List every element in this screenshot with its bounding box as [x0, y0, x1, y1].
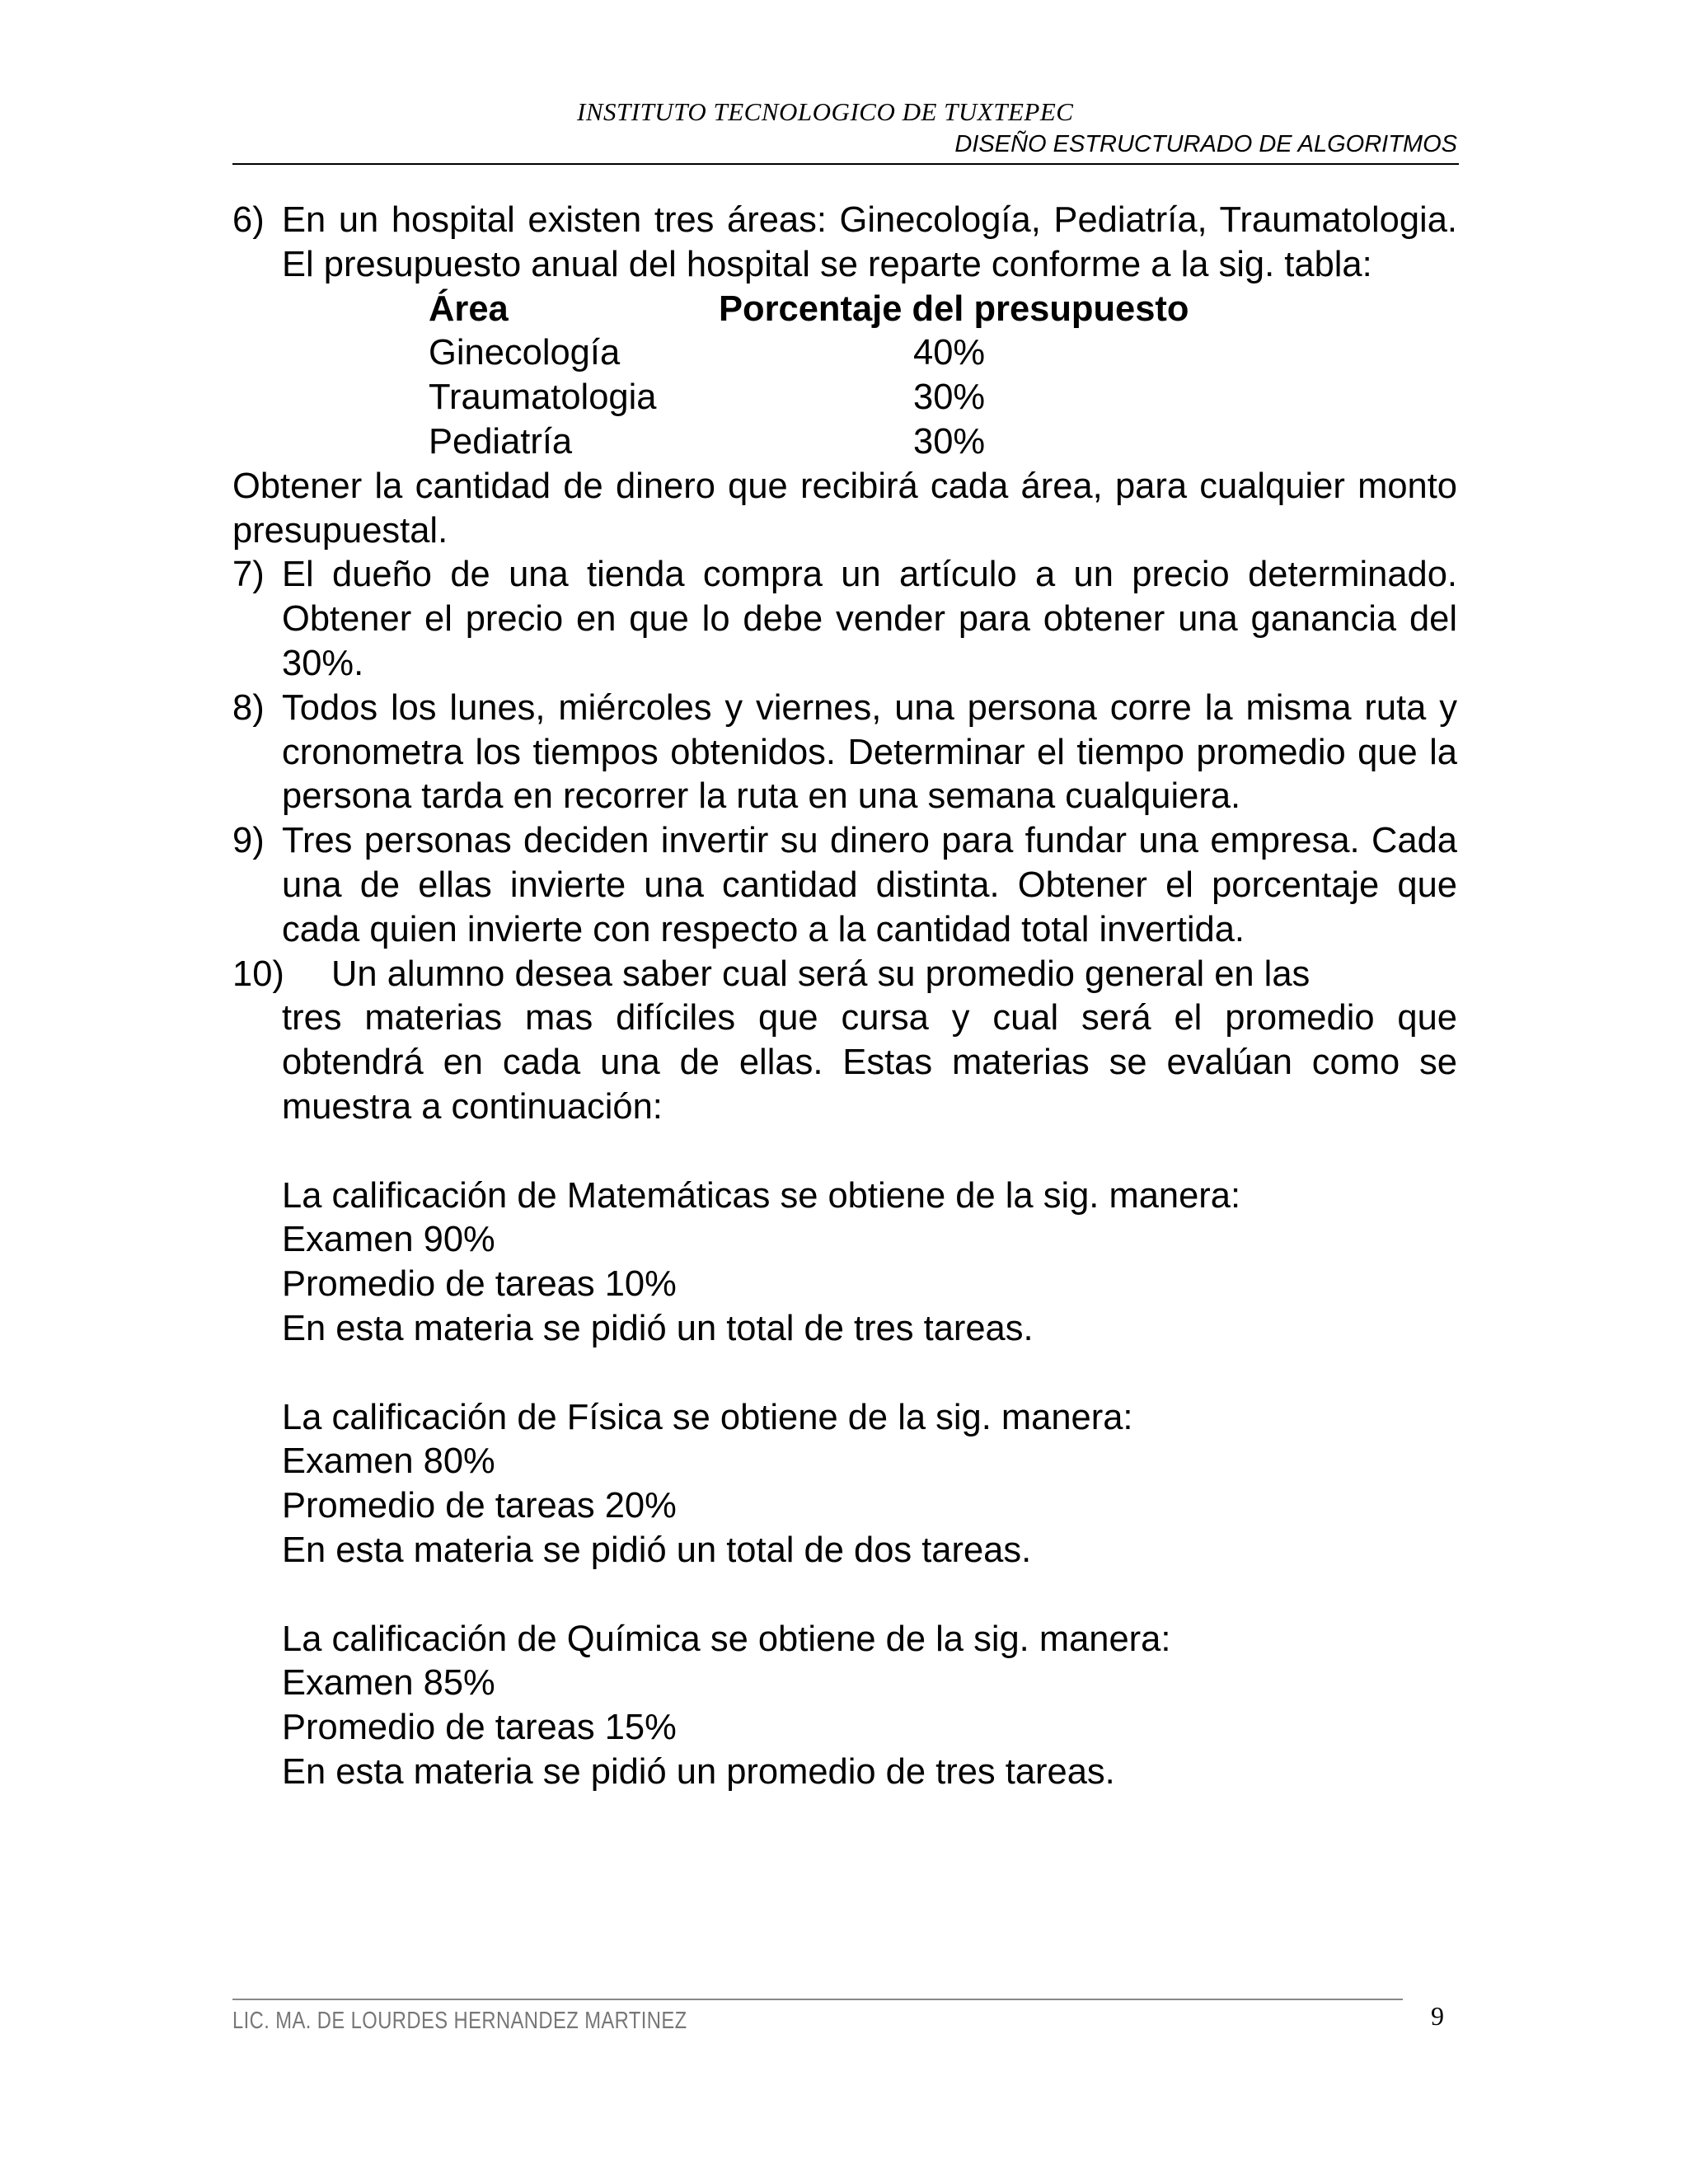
problem-text: Tres personas deciden invertir su dinero para fundar una empresa. Cada una de ellas invierte una cantidad distinta. Obtener el porcentaje que cada quien invierte con respecto a la cantidad total invertida.: [282, 821, 1457, 949]
problem-number: 10): [232, 954, 284, 994]
footer-author: LIC. MA. DE LOURDES HERNANDEZ MARTINEZ: [232, 2008, 687, 2034]
subject-note: En esta materia se pidió un total de tres tareas.: [282, 1308, 1034, 1348]
table-cell-percent: 30%: [913, 421, 986, 462]
problem-6-instruction: Obtener la cantidad de dinero que recibirá cada área, para cualquier monto presupuestal.: [232, 466, 1457, 551]
subject-title: La calificación de Química se obtiene de la sig. manera:: [282, 1619, 1171, 1659]
problem-8: [232, 687, 1457, 819]
subject-title: La calificación de Física se obtiene de la sig. manera:: [282, 1397, 1133, 1437]
table-cell-percent: 40%: [913, 333, 986, 373]
page-content: [232, 199, 1457, 1795]
subject-note: En esta materia se pidió un total de dos tareas.: [282, 1530, 1032, 1570]
table-cell-area: Pediatría: [429, 421, 573, 462]
problem-10: [232, 953, 1457, 1795]
subject-block-matematicas: [232, 1174, 1457, 1352]
table-cell-percent: 30%: [913, 377, 986, 418]
header-divider: [232, 163, 1459, 165]
table-row: [232, 420, 1457, 465]
problem-number: 6): [232, 200, 265, 240]
header-course: DISEÑO ESTRUCTURADO DE ALGORITMOS: [954, 131, 1457, 157]
table-header-percent: Porcentaje del presupuesto: [719, 288, 1189, 329]
subject-exam: Examen 90%: [282, 1220, 495, 1260]
problem-number: 8): [232, 687, 265, 728]
problem-9: [232, 819, 1457, 952]
problem-text-first-line: Un alumno desea saber cual será su promedio general en las: [331, 954, 1311, 994]
problem-number: 9): [232, 821, 265, 861]
table-row: [232, 331, 1457, 376]
problem-text: El dueño de una tienda compra un artículo a un precio determinado. Obtener el precio en que lo debe vender para obtener una ganancia del 30%.: [282, 555, 1457, 683]
budget-table: [232, 288, 1457, 465]
page-number: 9: [1431, 2001, 1444, 2031]
table-cell-area: Traumatologia: [429, 377, 657, 418]
table-header-row: [232, 288, 1457, 332]
problem-number: 7): [232, 555, 265, 595]
subject-block-quimica: [232, 1618, 1457, 1795]
table-header-area: Área: [429, 288, 509, 329]
problem-text: En un hospital existen tres áreas: Ginecología, Pediatría, Traumatologia. El presupuesto anual del hospital se reparte conforme a la sig. tabla:: [282, 200, 1457, 284]
subject-homework: Promedio de tareas 20%: [282, 1486, 677, 1526]
subject-homework: Promedio de tareas 10%: [282, 1264, 677, 1305]
problem-text: tres materias mas difíciles que cursa y cual será el promedio que obtendrá en cada una de ellas. Estas materias se evalúan como se muestra a continuación:: [282, 998, 1457, 1127]
subject-title: La calificación de Matemáticas se obtiene de la sig. manera:: [282, 1175, 1241, 1216]
table-row: [232, 376, 1457, 420]
problem-6: [232, 199, 1457, 288]
subject-block-fisica: [232, 1396, 1457, 1573]
problem-text: Todos los lunes, miércoles y viernes, una persona corre la misma ruta y cronometra los tiempos obtenidos. Determinar el tiempo promedio que la persona tarda en recorrer la ruta en una semana cualquiera.: [282, 687, 1457, 817]
subject-homework: Promedio de tareas 15%: [282, 1708, 677, 1748]
header-institution: INSTITUTO TECNOLOGICO DE TUXTEPEC: [577, 97, 1074, 126]
footer-divider: [232, 1999, 1403, 2000]
table-cell-area: Ginecología: [429, 333, 621, 373]
subject-exam: Examen 85%: [282, 1663, 495, 1704]
subject-note: En esta materia se pidió un promedio de tres tareas.: [282, 1751, 1115, 1792]
problem-7: [232, 553, 1457, 686]
subject-exam: Examen 80%: [282, 1441, 495, 1482]
